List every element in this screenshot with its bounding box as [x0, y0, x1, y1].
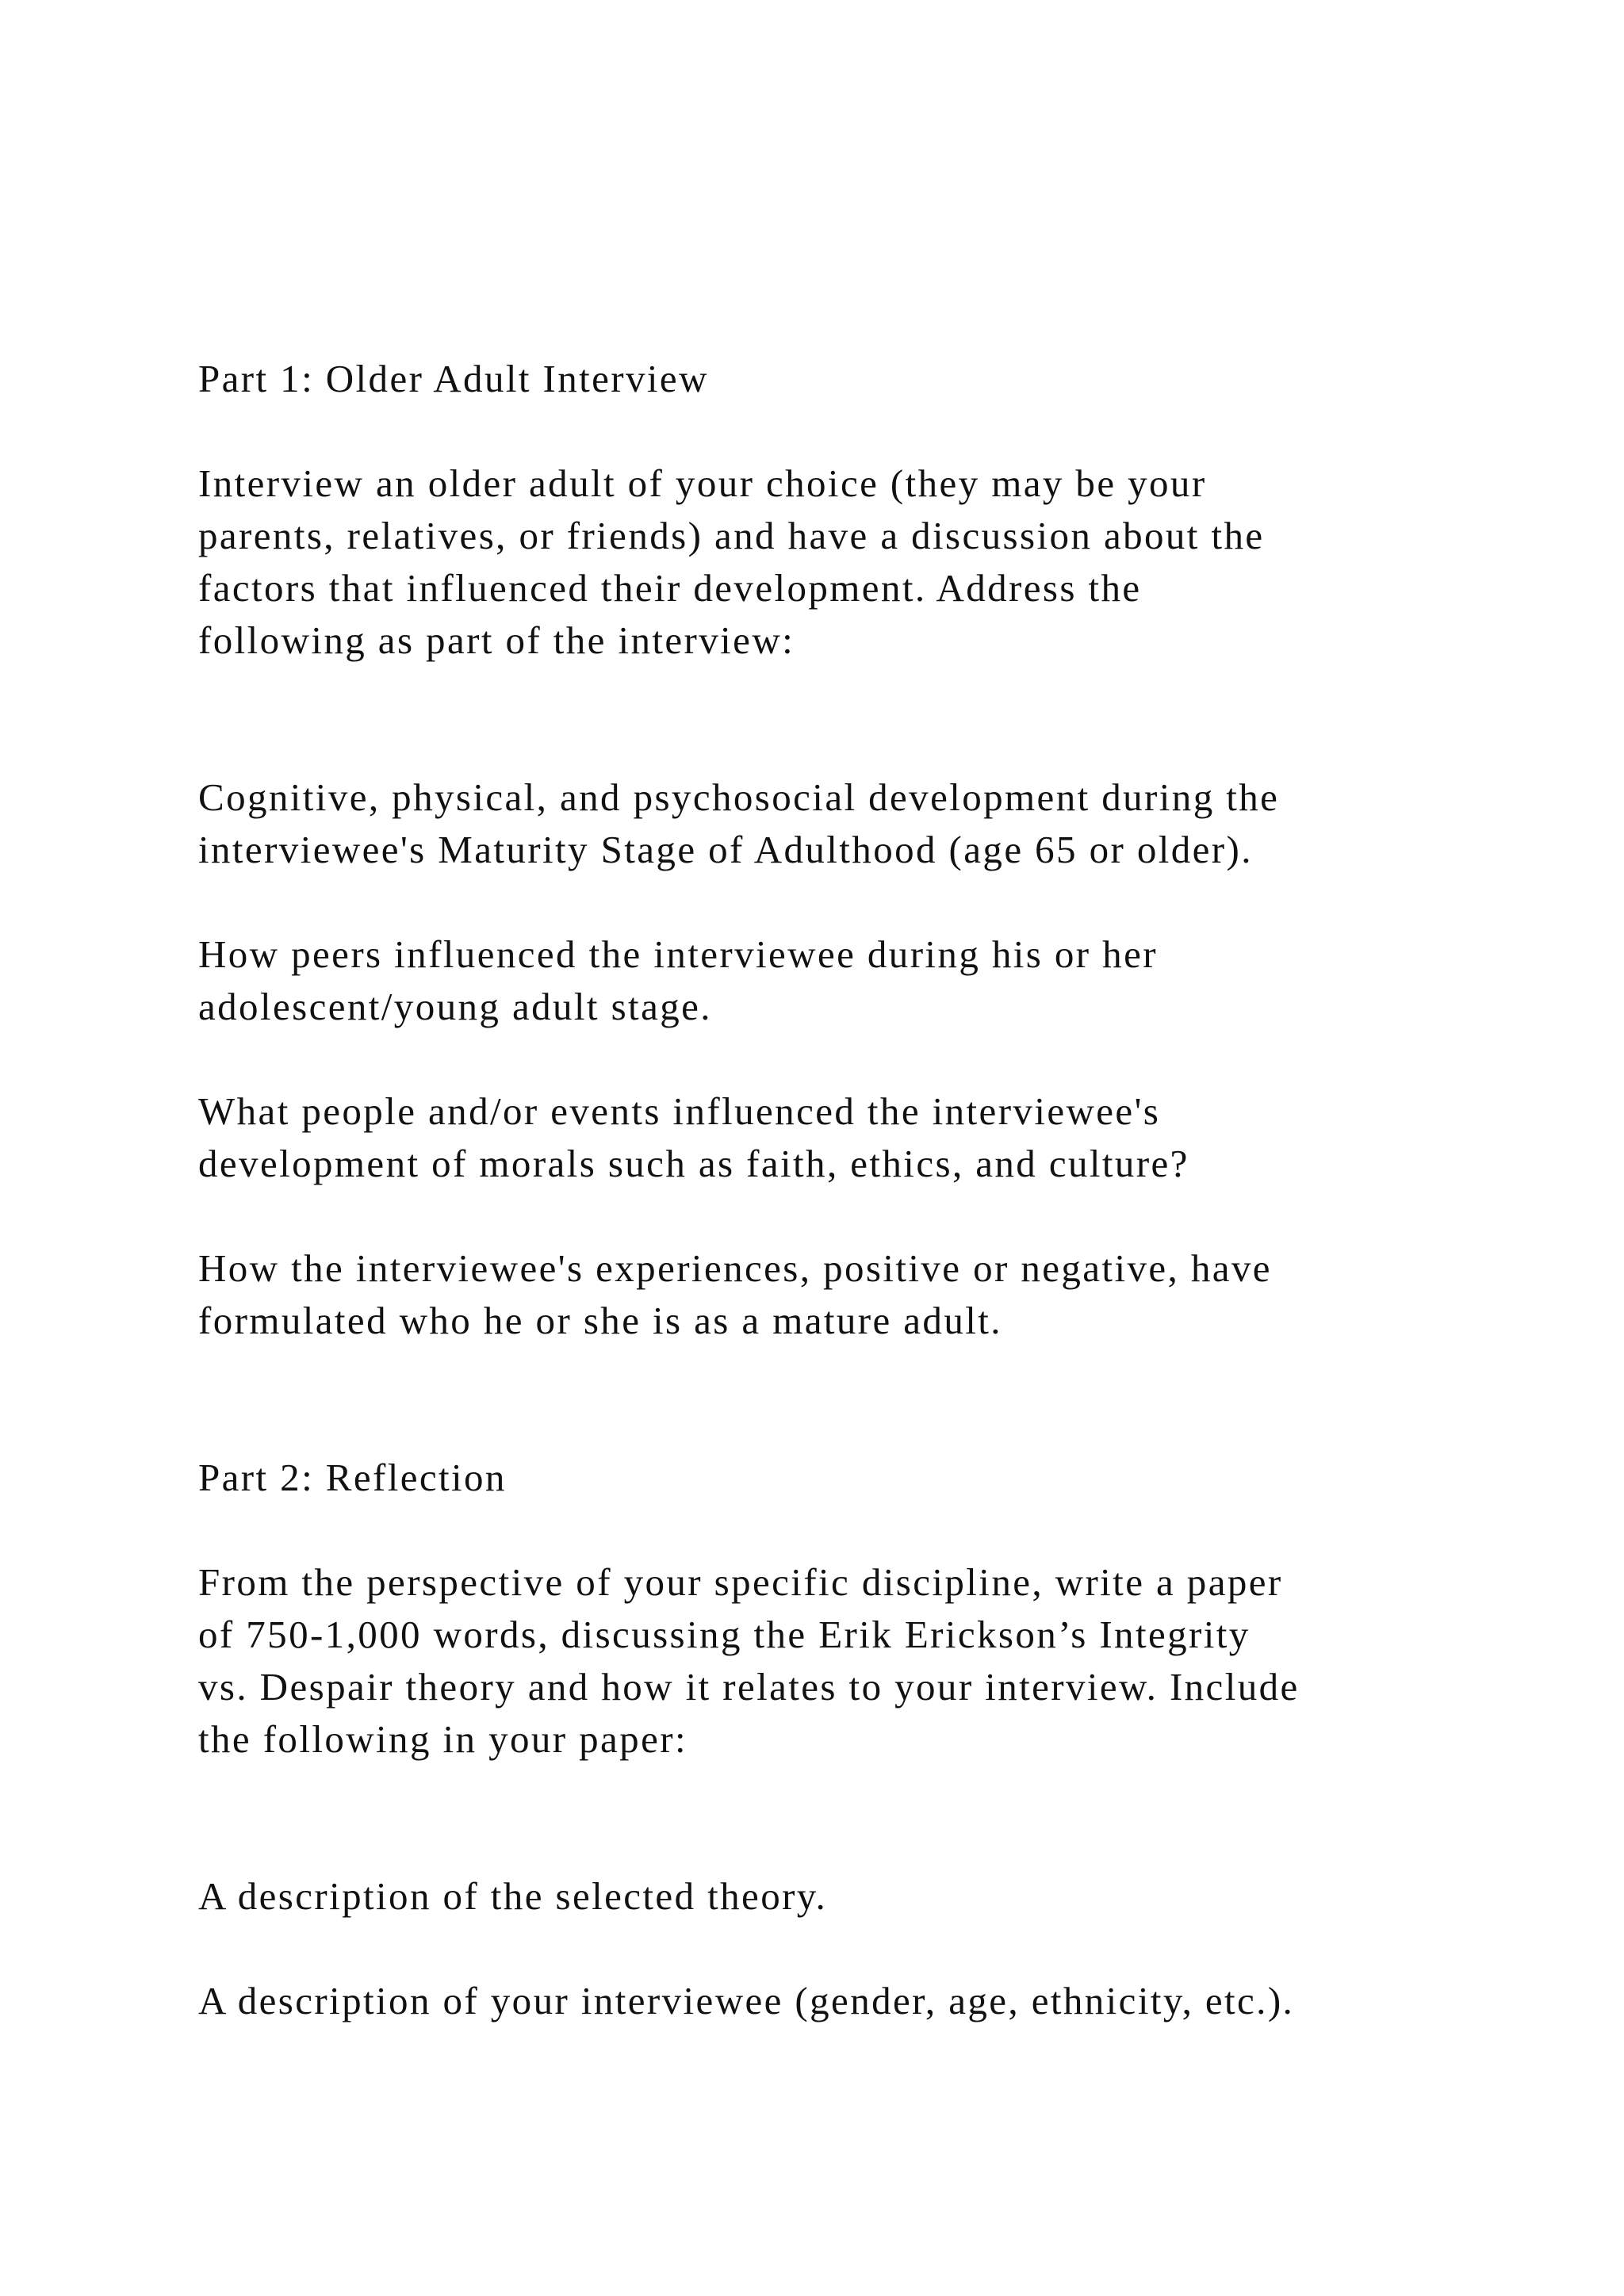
- part2-item-interviewee: A description of your interviewee (gender, age, ethnicity, etc.).: [198, 1979, 1295, 2022]
- part1-item-peers: [198, 928, 1483, 1033]
- text-line: What people and/or events influenced the interviewee's: [198, 1089, 1161, 1133]
- spacer: [198, 1923, 1483, 1975]
- document-body: [198, 353, 1483, 2027]
- text-line: development of morals such as faith, ethics, and culture?: [198, 1142, 1189, 1185]
- text-line: From the perspective of your specific discipline, write a paper: [198, 1560, 1283, 1604]
- text-line: Cognitive, physical, and psychosocial development during the: [198, 775, 1280, 819]
- part1-item-development: [198, 771, 1483, 876]
- part1-intro-paragraph: [198, 457, 1483, 667]
- part1-heading: Part 1: Older Adult Interview: [198, 357, 709, 400]
- text-line: the following in your paper:: [198, 1717, 688, 1761]
- text-line: factors that influenced their development. Address the: [198, 566, 1142, 610]
- text-line: of 750-1,000 words, discussing the Erik Erickson’s Integrity: [198, 1613, 1251, 1656]
- spacer: [198, 405, 1483, 457]
- spacer: [198, 876, 1483, 928]
- text-line: Interview an older adult of your choice (they may be your: [198, 461, 1207, 505]
- part2-item-theory: A description of the selected theory.: [198, 1874, 828, 1918]
- spacer: [198, 1033, 1483, 1085]
- text-line: vs. Despair theory and how it relates to your interview. Include: [198, 1665, 1300, 1709]
- spacer: [198, 1347, 1483, 1452]
- text-line: parents, relatives, or friends) and have a discussion about the: [198, 514, 1265, 557]
- part1-item-experiences: [198, 1242, 1483, 1347]
- text-line: How peers influenced the interviewee during his or her: [198, 932, 1158, 976]
- text-line: interviewee's Maturity Stage of Adulthood (age 65 or older).: [198, 828, 1253, 871]
- text-line: following as part of the interview:: [198, 618, 795, 662]
- part2-heading: Part 2: Reflection: [198, 1456, 507, 1499]
- spacer: [198, 1190, 1483, 1242]
- part2-intro-paragraph: [198, 1556, 1483, 1766]
- text-line: formulated who he or she is as a mature adult.: [198, 1299, 1002, 1342]
- text-line: adolescent/young adult stage.: [198, 985, 712, 1028]
- spacer: [198, 1766, 1483, 1870]
- spacer: [198, 667, 1483, 771]
- text-line: How the interviewee's experiences, positive or negative, have: [198, 1246, 1272, 1290]
- part1-item-morals: [198, 1085, 1483, 1190]
- spacer: [198, 1504, 1483, 1556]
